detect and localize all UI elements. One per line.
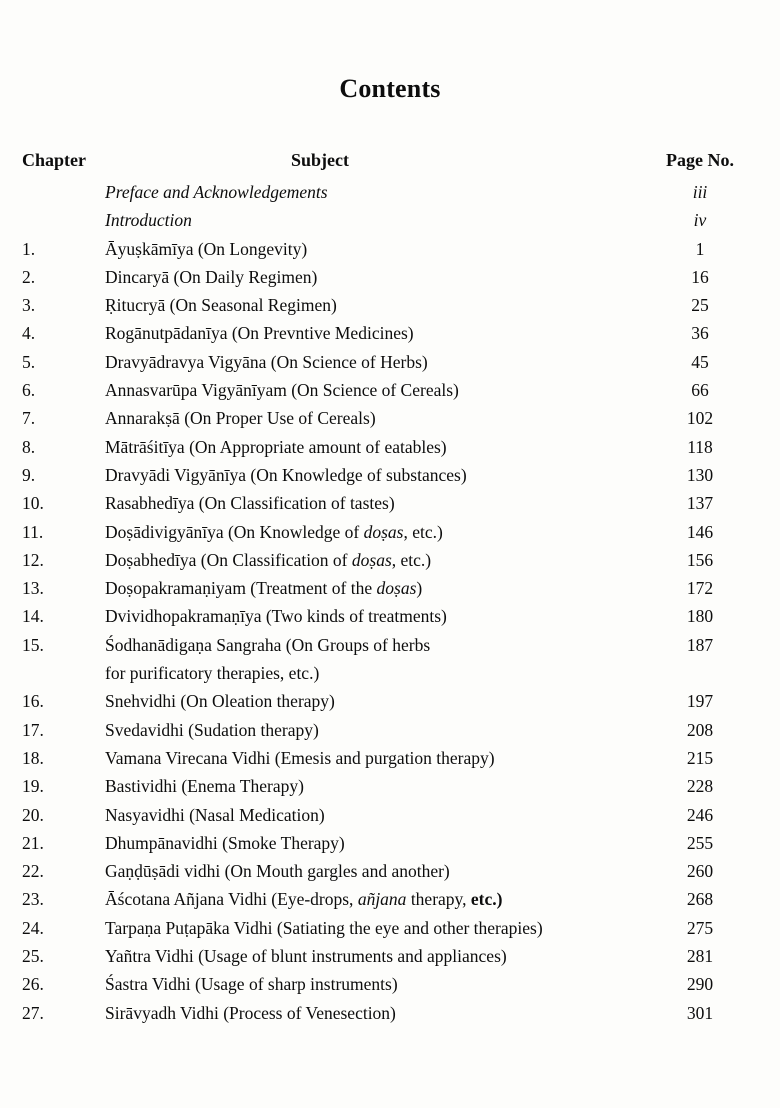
toc-row-subject: Dvividhopakramaṇīya (Two kinds of treatments) <box>105 606 447 627</box>
toc-row[interactable] <box>0 974 780 1002</box>
toc-row-subject: Dincaryā (On Daily Regimen) <box>105 266 318 287</box>
toc-row-page-number: 281 <box>686 946 714 967</box>
toc-row-subject: Annasvarūpa Vigyānīyam (On Science of Cereals) <box>105 380 459 401</box>
toc-row[interactable] <box>0 720 780 748</box>
toc-row[interactable] <box>0 550 780 578</box>
column-header-chapter: Chapter <box>22 150 86 170</box>
toc-row-chapter-number: 10. <box>22 493 44 514</box>
toc-row-chapter-number: 14. <box>22 606 44 627</box>
toc-row-page-number: 130 <box>686 464 714 485</box>
toc-row-page-number: 172 <box>686 578 714 599</box>
toc-row-page-number: 187 <box>686 634 714 655</box>
toc-row-subject: Āścotana Añjana Vidhi (Eye-drops, añjana therapy, etc.) <box>105 889 503 910</box>
toc-row-page-number: 118 <box>687 436 713 457</box>
toc-rows <box>0 182 780 1031</box>
toc-row-subject: Svedavidhi (Sudation therapy) <box>105 719 319 740</box>
toc-row-subject: Dravyādravya Vigyāna (On Science of Herbs) <box>105 351 428 372</box>
toc-row-page-number: 156 <box>686 549 714 570</box>
toc-row-subject: Yañtra Vidhi (Usage of blunt instruments and appliances) <box>105 946 507 967</box>
toc-row-subject: Mātrāśitīya (On Appropriate amount of eatables) <box>105 436 447 457</box>
toc-row-chapter-number: 13. <box>22 578 44 599</box>
toc-row-chapter-number: 6. <box>22 380 36 401</box>
toc-row-chapter-number: 18. <box>22 747 44 768</box>
toc-row-page-number: 45 <box>691 351 709 372</box>
toc-row-subject: Nasyavidhi (Nasal Medication) <box>105 804 325 825</box>
toc-row-chapter-number: 3. <box>22 295 36 316</box>
column-header-subject: Subject <box>291 150 349 170</box>
toc-row-chapter-number: 23. <box>22 889 44 910</box>
toc-row-chapter-number: 17. <box>22 719 44 740</box>
toc-row-subject: Doṣabhedīya (On Classification of doṣas, etc.) <box>105 549 432 570</box>
toc-row-page-number: 215 <box>686 747 714 768</box>
toc-row[interactable] <box>0 210 780 238</box>
toc-row-subject: Gaṇḍūṣādi vidhi (On Mouth gargles and another) <box>105 861 450 882</box>
toc-row-chapter-number: 4. <box>22 323 36 344</box>
toc-row[interactable] <box>0 267 780 295</box>
toc-row-page-number: 180 <box>686 606 714 627</box>
toc-row-chapter-number: 12. <box>22 549 44 570</box>
toc-row[interactable] <box>0 946 780 974</box>
toc-row-page-number: 102 <box>686 408 714 429</box>
toc-row-subject: Sirāvyadh Vidhi (Process of Venesection) <box>105 1002 396 1023</box>
toc-row-subject: Doṣopakramaṇiyam (Treatment of the doṣas) <box>105 578 423 599</box>
toc-row-page-number: 25 <box>691 295 709 316</box>
toc-row-chapter-number: 8. <box>22 436 36 457</box>
toc-row-chapter-number: 1. <box>22 238 36 259</box>
toc-row-page-number: 137 <box>686 493 714 514</box>
toc-row-page-number: 268 <box>686 889 714 910</box>
toc-row[interactable] <box>0 437 780 465</box>
column-header-page: Page No. <box>666 150 734 170</box>
toc-row-page-number: 197 <box>686 691 714 712</box>
toc-row-subject: Bastividhi (Enema Therapy) <box>105 776 304 797</box>
toc-row-subject: Śodhanādigaṇa Sangraha (On Groups of herbs <box>105 634 431 655</box>
toc-table <box>0 150 780 1031</box>
toc-row[interactable] <box>0 1003 780 1031</box>
toc-row-continuation <box>0 663 780 691</box>
toc-row-page-number: 66 <box>691 380 709 401</box>
toc-row-subject: Dhumpānavidhi (Smoke Therapy) <box>105 832 345 853</box>
toc-row-subject: Vamana Virecana Vidhi (Emesis and purgation therapy) <box>105 747 495 768</box>
toc-row[interactable] <box>0 776 780 804</box>
toc-row-page-number: iii <box>692 182 708 202</box>
toc-row-subject: Āyuṣkāmīya (On Longevity) <box>105 238 308 259</box>
toc-row-page-number: 146 <box>686 521 714 542</box>
toc-row-chapter-number: 27. <box>22 1002 44 1023</box>
toc-subject-italic-term: añjana <box>357 889 407 910</box>
toc-row[interactable] <box>0 606 780 634</box>
toc-row-chapter-number: 25. <box>22 946 44 967</box>
toc-row-page-number: 208 <box>686 719 714 740</box>
toc-row-subject: Tarpaṇa Puṭapāka Vidhi (Satiating the eye and other therapies) <box>105 917 543 938</box>
toc-row-chapter-number: 7. <box>22 408 36 429</box>
toc-subject-bold-term: etc.) <box>470 889 503 910</box>
toc-row-page-number: 36 <box>691 323 709 344</box>
toc-subject-italic-term: doṣas <box>351 549 392 570</box>
toc-row-chapter-number: 15. <box>22 634 44 655</box>
toc-row-subject: Ṛitucryā (On Seasonal Regimen) <box>105 295 337 316</box>
toc-row[interactable] <box>0 748 780 776</box>
toc-row[interactable] <box>0 522 780 550</box>
toc-row[interactable] <box>0 833 780 861</box>
toc-row-page-number: 275 <box>686 917 714 938</box>
toc-header-row <box>0 150 780 182</box>
toc-row-subject: Preface and Acknowledgements <box>105 182 328 202</box>
toc-row-chapter-number: 21. <box>22 832 44 853</box>
toc-row[interactable] <box>0 889 780 917</box>
toc-row[interactable] <box>0 182 780 210</box>
toc-row-subject: Rasabhedīya (On Classification of tastes) <box>105 493 395 514</box>
toc-row-page-number: 1 <box>695 238 705 259</box>
toc-row[interactable] <box>0 380 780 408</box>
toc-row[interactable] <box>0 805 780 833</box>
toc-row-page-number: 290 <box>686 974 714 995</box>
toc-row[interactable] <box>0 408 780 436</box>
toc-row[interactable] <box>0 635 780 663</box>
toc-row-chapter-number: 20. <box>22 804 44 825</box>
toc-row[interactable] <box>0 352 780 380</box>
toc-row-page-number: 260 <box>686 861 714 882</box>
toc-row[interactable] <box>0 465 780 493</box>
toc-row[interactable] <box>0 295 780 323</box>
toc-row-subject: Dravyādi Vigyānīya (On Knowledge of substances) <box>105 464 467 485</box>
toc-row-page-number: 301 <box>686 1002 714 1023</box>
toc-row-page-number: 16 <box>691 266 709 287</box>
toc-row-subject: Śastra Vidhi (Usage of sharp instruments) <box>105 974 398 995</box>
toc-row-page-number: 246 <box>686 804 714 825</box>
toc-row-chapter-number: 2. <box>22 266 36 287</box>
toc-subject-continuation-text: for purificatory therapies, etc.) <box>105 663 320 684</box>
toc-row[interactable] <box>0 861 780 889</box>
toc-row[interactable] <box>0 323 780 351</box>
toc-row-chapter-number: 9. <box>22 464 36 485</box>
toc-row-subject: Doṣādivigyānīya (On Knowledge of doṣas, etc.) <box>105 521 443 542</box>
toc-row-chapter-number: 26. <box>22 974 44 995</box>
toc-row-chapter-number: 24. <box>22 917 44 938</box>
toc-row-subject: Annarakṣā (On Proper Use of Cereals) <box>105 408 376 429</box>
toc-row-chapter-number: 5. <box>22 351 36 372</box>
toc-row-page-number: iv <box>693 210 707 231</box>
toc-row-subject: Introduction <box>105 210 192 231</box>
toc-row[interactable] <box>0 578 780 606</box>
toc-row[interactable] <box>0 691 780 719</box>
page-title: Contents <box>339 74 441 103</box>
toc-row-page-number: 228 <box>686 776 714 797</box>
toc-row[interactable] <box>0 493 780 521</box>
toc-row-subject: Rogānutpādanīya (On Prevntive Medicines) <box>105 323 414 344</box>
toc-subject-italic-term: doṣas <box>363 521 404 542</box>
toc-row-page-number: 255 <box>686 832 714 853</box>
toc-subject-italic-term: doṣas <box>376 578 417 599</box>
toc-row[interactable] <box>0 239 780 267</box>
toc-row-chapter-number: 11. <box>22 521 44 542</box>
toc-row-subject: Snehvidhi (On Oleation therapy) <box>105 691 335 712</box>
toc-row-chapter-number: 16. <box>22 691 44 712</box>
toc-row-chapter-number: 22. <box>22 861 44 882</box>
toc-row-chapter-number: 19. <box>22 776 44 797</box>
toc-row[interactable] <box>0 918 780 946</box>
